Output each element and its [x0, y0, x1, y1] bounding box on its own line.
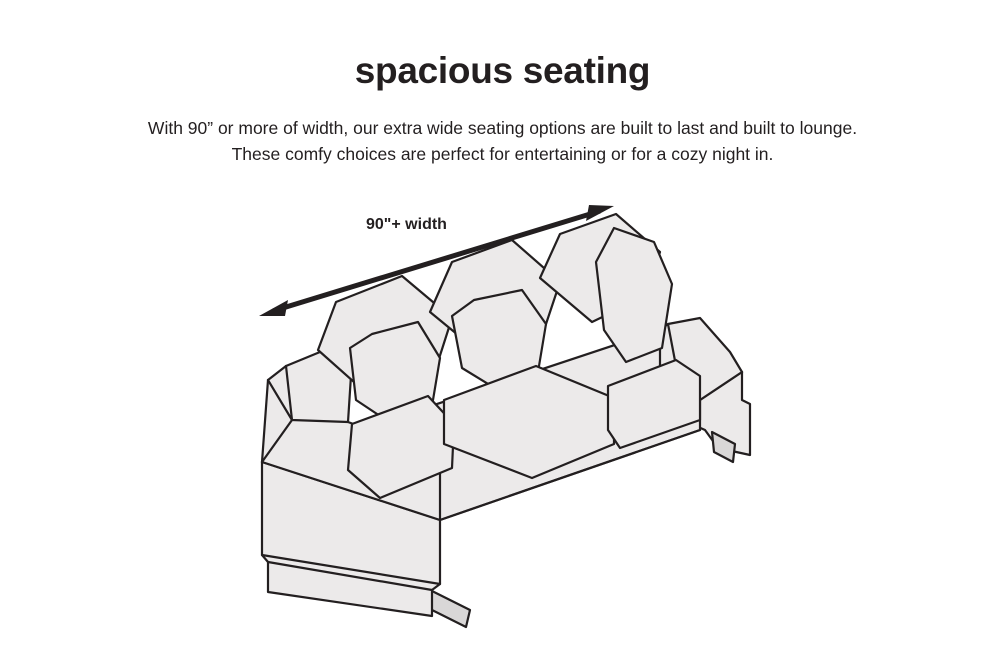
sofa-corner-pillow-right	[596, 228, 672, 362]
subcopy-line-1: With 90” or more of width, our extra wide seating options are built to last and built to lounge.	[147, 118, 858, 138]
sofa-leg-front	[428, 590, 470, 627]
page-title: spacious seating	[354, 50, 651, 91]
dimension-label: 90"+ width	[366, 216, 447, 233]
subcopy-line-2: These comfy choices are perfect for entertaining or for a cozy night in.	[231, 144, 774, 164]
